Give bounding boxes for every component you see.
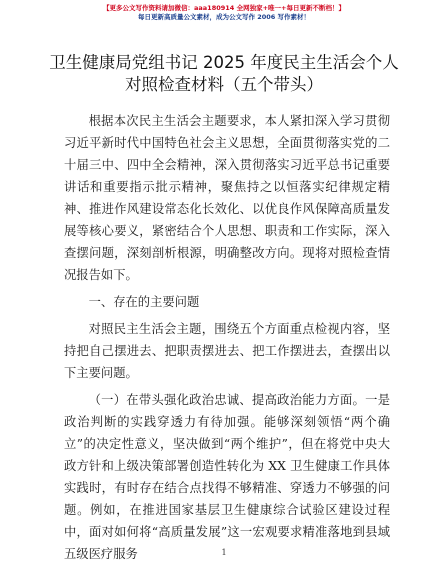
intro-paragraph: 根据本次民主生活会主题要求，本人紧扣深入学习贯彻习近平新时代中国特色社会主义思想，全面贯彻落实党的二十届三中、四中全会精神，深入贯彻落实习近平总书记重要讲话和重要指示批示精神，聚焦持之以恒落实纪律规定精神、推进作风建设常态化长效化、以优良作风保障高质量发展等核心要义，紧密结合个人思想、职责和工作实际，深入查摆问题，深刻剖析根源，明确整改方向。现将对照检查情况报告如下。 bbox=[64, 114, 390, 282]
banner-line-tagline: 每日更新高质量公文素材，成为公文写作 2006 写作素材！ bbox=[137, 13, 311, 21]
title-line-1: 卫生健康局党组书记 2025 年度民主生活会个人 bbox=[49, 53, 399, 72]
political-loyalty-paragraph: （一）在带头强化政治忠诚、提高政治能力方面。一是政治判断的实践穿透力有待加强。能够深刻领悟“两个确立”的决定性意义，坚决做到“两个维护”，但在将党中央大政方针和上级决策部署创造性转化为 XX 卫生健康工作具体实践时，有时存在结合点找得不够精准、穿透力不够强的问题。例如，在推进国家基层卫生健康综合试验区建设过程中，面对如何将“高质量发展”这一宏观要求精准落地到县域五级医疗服务 bbox=[64, 393, 390, 561]
header-banner bbox=[0, 4, 448, 22]
title-line-2: 对照检查材料（五个带头） bbox=[125, 75, 323, 94]
banner-line-promo: 【更多公文写作资料请加微信：aaa180914 全网独家+唯一+每日更新不断档！】 bbox=[103, 4, 345, 12]
problems-intro-paragraph: 对照民主生活会主题，围绕五个方面重点检视内容，坚持把自己摆进去、把职责摆进去、把工作摆进去，查摆出以下主要问题。 bbox=[64, 322, 390, 380]
document-title bbox=[40, 52, 408, 96]
section-heading-problems: 一、存在的主要问题 bbox=[88, 295, 200, 309]
document-body bbox=[64, 110, 390, 565]
page-number: 1 bbox=[221, 548, 227, 557]
